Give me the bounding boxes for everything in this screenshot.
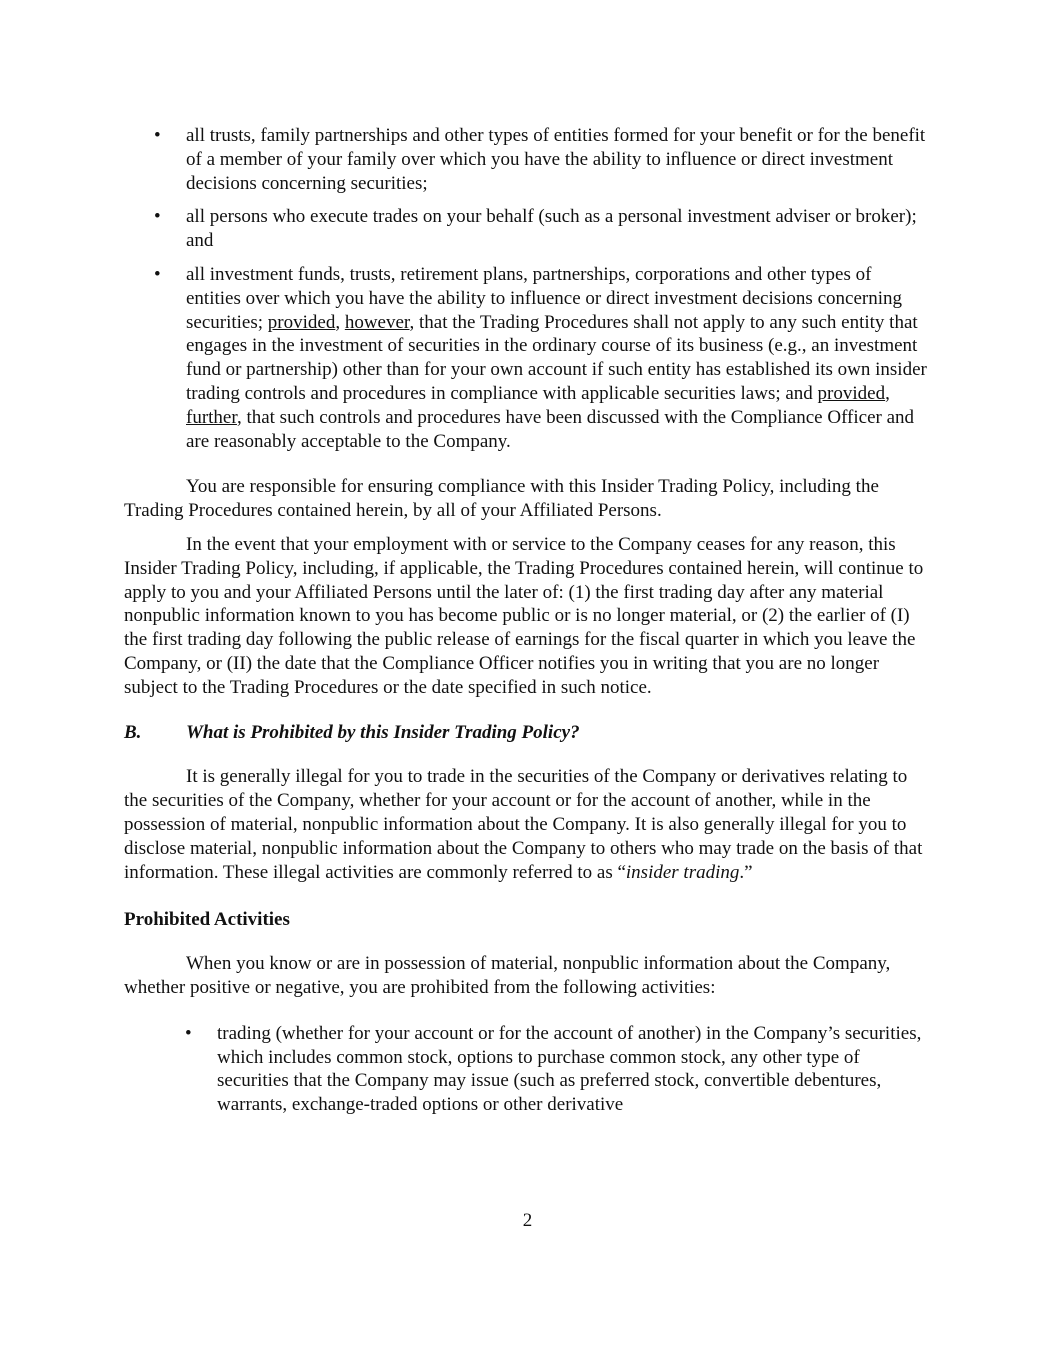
text-segment: , <box>335 311 345 333</box>
text-segment: , that such controls and procedures have been discussed with the Compliance Officer and are reasonably acceptable to the Company. <box>186 406 915 452</box>
list-item-text <box>186 264 927 452</box>
underlined-term: provided <box>817 382 886 404</box>
list-item-text: all persons who execute trades on your behalf (such as a personal investment adviser or broker); and <box>186 206 917 252</box>
text-segment: , <box>885 382 890 404</box>
bullet-icon: • <box>154 206 161 228</box>
text-segment: It is generally illegal for you to trade in the securities of the Company or derivatives relating to the securities of the Company, whether for your account or for the account of another, while in the possession of material, nonpublic information about the Company. It is also generally illegal for you to disclose material, nonpublic information about the Company to others who may trade on the basis of that information. These illegal activities are commonly referred to as “ <box>124 766 923 883</box>
bullet-icon: • <box>154 263 161 285</box>
bullet-icon: • <box>185 1022 192 1044</box>
document-page <box>124 124 928 1127</box>
paragraph-insider-trading <box>124 765 928 884</box>
subheading-prohibited-activities: Prohibited Activities <box>124 909 290 931</box>
bullet-icon: • <box>154 125 161 146</box>
text-segment: , that the Trading Procedures shall not apply to any such entity that engages in the investment of securities in the ordinary course of its business (e.g., an investment fund or partnership) other than for your own account if such entity has established its own insider trading controls and procedures in compliance with applicable securities laws; and <box>186 311 927 404</box>
list-item <box>124 205 928 253</box>
section-number: B. <box>124 721 142 743</box>
list-item <box>124 1022 928 1117</box>
list-item <box>124 263 928 453</box>
section-heading <box>124 721 928 745</box>
emphasis-term: insider trading <box>625 861 740 883</box>
underlined-term: further <box>186 406 237 428</box>
paragraph-termination: In the event that your employment with or service to the Company ceases for any reason, this Insider Trading Policy, including, if applicable, the Trading Procedures contained herein, will continue to apply to you and your Affiliated Persons until the later of: (1) the first trading day after any material nonpublic information known to you has become public or is no longer material, or (2) the earlier of (I) the first trading day following the public release of earnings for the fiscal quarter in which you leave the Company, or (II) the date that the Compliance Officer notifies you in writing that you are no longer subject to the Trading Procedures or the date specified in such notice. <box>124 533 924 698</box>
underlined-term: provided <box>267 311 336 333</box>
page-number: 2 <box>522 1210 533 1231</box>
prohibited-activities-list <box>124 1022 928 1117</box>
underlined-term: however <box>344 311 410 333</box>
list-item <box>124 124 928 195</box>
text-segment: all investment funds, trusts, retirement plans, partnerships, corporations and other types of entities over which you have the ability to influence or direct investment decisions concerning securities; <box>186 263 902 333</box>
list-item-text: all trusts, family partnerships and other types of entities formed for your benefit or for the benefit of a member of your family over which you have the ability to influence or direct investment decisions concerning securities; <box>186 125 926 194</box>
text-segment: .” <box>739 861 753 883</box>
paragraph-responsibility: You are responsible for ensuring compliance with this Insider Trading Policy, including the Trading Procedures contained herein, by all of your Affiliated Persons. <box>124 476 879 522</box>
section-title: What is Prohibited by this Insider Trading Policy? <box>186 721 580 743</box>
list-item-text: trading (whether for your account or for the account of another) in the Company’s securities, which includes common stock, options to purchase common stock, any other type of securities that the Company may issue (such as preferred stock, convertible debentures, warrants, exchange-traded options or other derivative <box>217 1022 922 1116</box>
paragraph-prohibited-intro: When you know or are in possession of material, nonpublic information about the Company, whether positive or negative, you are prohibited from the following activities: <box>124 953 891 998</box>
affiliated-persons-list <box>124 124 928 453</box>
